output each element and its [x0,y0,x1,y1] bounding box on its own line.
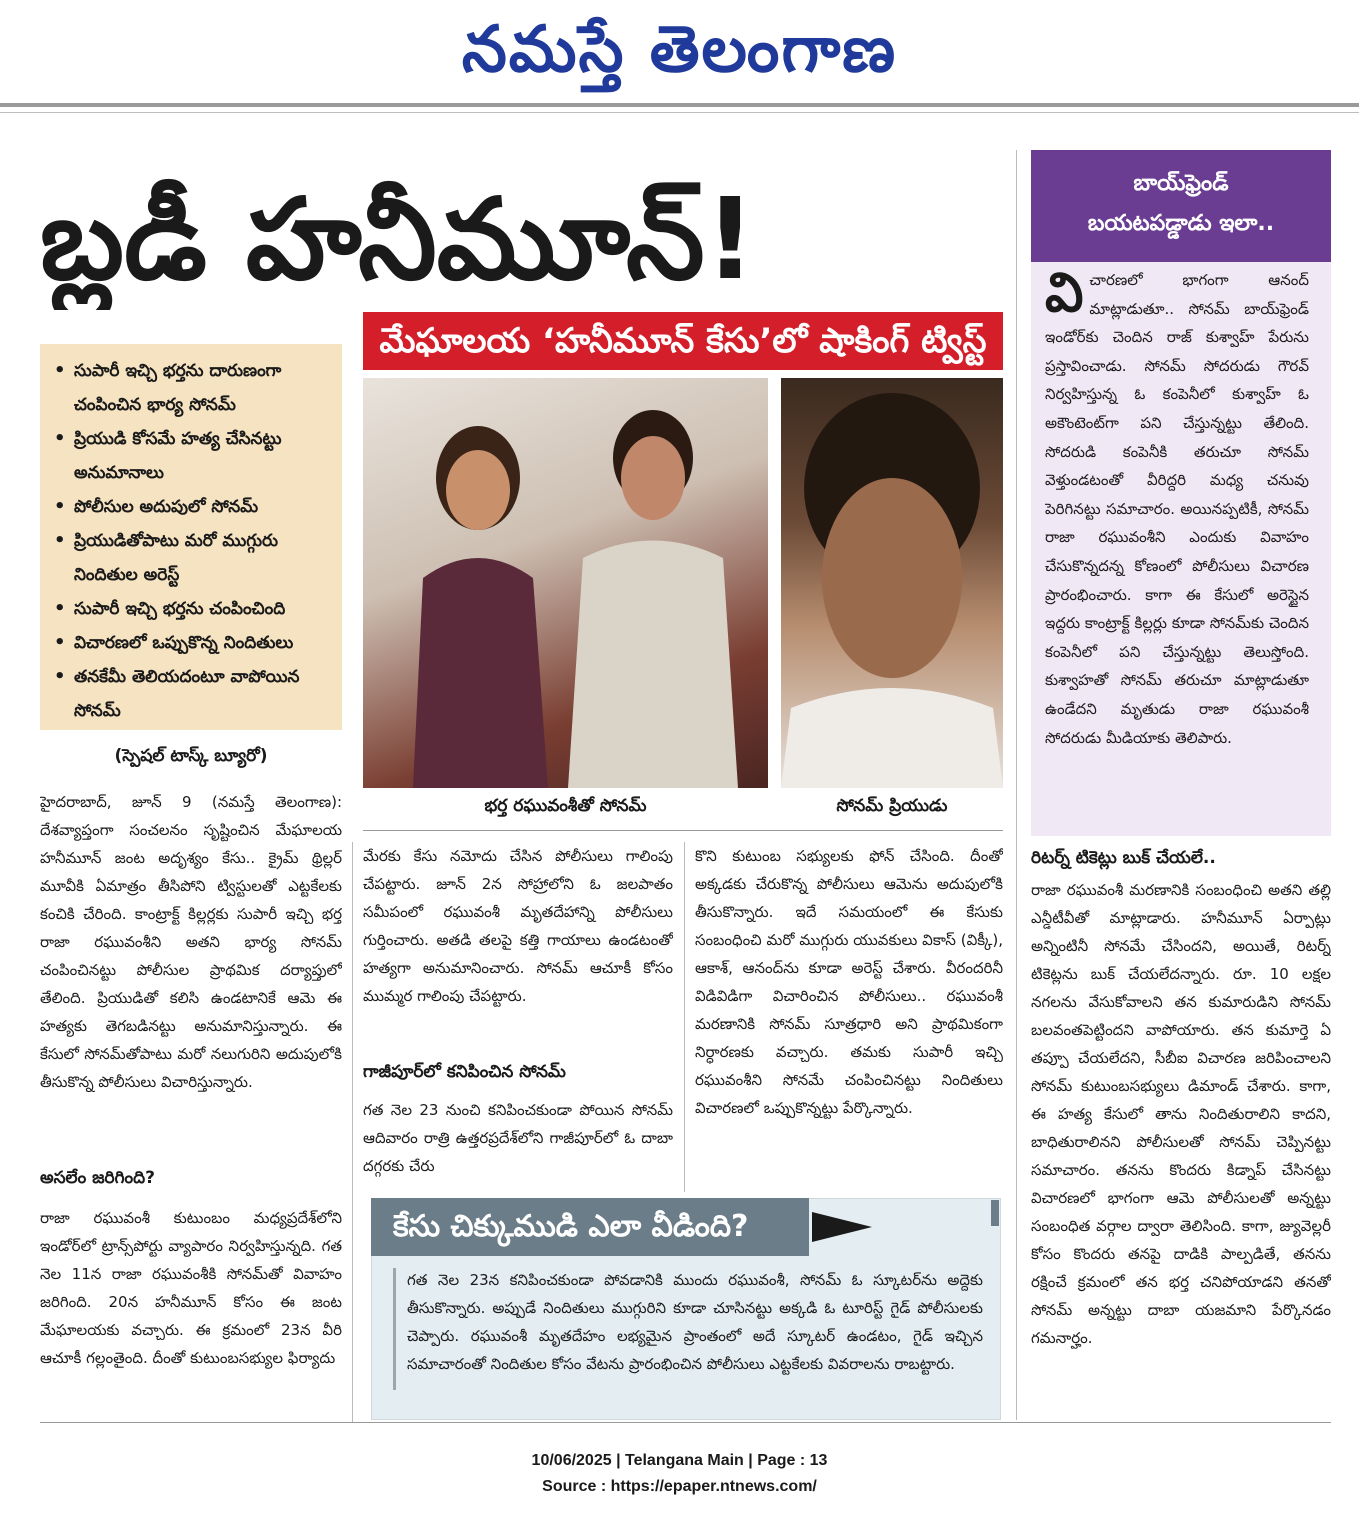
bullet-icon: • [54,496,66,517]
photo-caption-couple: భర్త రఘువంశీతో సోనమ్ [484,796,647,816]
sidebar-box-title: బాయ్‌ఫ్రెండ్ బయటపడ్డాడు ఇలా.. [1031,150,1331,262]
highlight-item: • సుపారీ ఇచ్చి భర్తను చంపించింది [54,592,332,626]
photo-caption-boyfriend: సోనమ్ ప్రియుడు [836,796,948,816]
bullet-icon: • [54,632,66,653]
masthead [0,0,1359,100]
page-bottom-rule [40,1422,1331,1423]
section-heading-return-tickets: రిటర్న్ టికెట్లు బుక్ చేయలే.. [1031,848,1216,868]
article-what-happened: రాజా రఘువంశీ కుటుంబం మధ్యప్రదేశ్‌లోని ఇండోర్‌లో ట్రాన్స్‌పోర్టు వ్యాపారం నిర్వహిస్తున్నది. గత నెల 11న రాజా రఘువంశీకి సోనమ్‌తో వివాహం జరిగింది. 20న హనీమూన్ కోసం ఈ జంట మేఘాలయకు వచ్చారు. ఈ క్రమంలో 23న వీరి ఆచూకీ గల్లంతైంది. దీంతో కుటుంబసభ్యుల ఫిర్యాదు [40,1209,342,1367]
subheadline-banner: మేఘాలయ ‘హనీమూన్ కేసు’లో షాకింగ్ ట్విస్ట్ [363,312,1003,370]
section-heading-what-happened: అసలేం జరిగింది? [40,1168,156,1188]
bullet-icon: • [54,598,66,619]
article-intro: హైదరాబాద్, జూన్ 9 (నమస్తే తెలంగాణ): దేశవ్యాప్తంగా సంచలనం సృష్టించిన మేఘాలయ హనీమూన్ జంట అదృశ్యం కేసు.. క్రైమ్ థ్రిల్లర్ మూవీకి ఏమాత్రం తీసిపోని ట్విస్టులతో ఎట్టకేలకు కంచికి చేరింది. కాంట్రాక్ట్ కిల్లర్లకు సుపారీ ఇచ్చి భర్త రాజా రఘువంశీని అతని భార్య సోనమ్ చంపించినట్టు పోలీసుల ప్రాథమిక దర్యాప్తులో తేలింది. ప్రియుడితో కలిసి ఉండటానికే ఆమె ఈ హత్యకు తెగబడినట్టు అనుమానిస్తున్నారు. ఈ కేసులో సోనమ్‌తోపాటు మరో నలుగురిని అదుపులోకి తీసుకొన్న పోలీసులు విచారిస్తున్నారు. [40,793,342,1091]
column-divider [684,842,685,1192]
highlight-item: • ప్రియుడి కోసమే హత్య చేసినట్టు అనుమానాలు [54,422,332,490]
highlight-item: • పోలీసుల అదుపులో సోనమ్ [54,490,332,524]
headline: బ్లడీ హనీమూన్! [40,175,756,305]
highlight-item: • ప్రియుడితోపాటు మరో ముగ్గురు నిందితుల అరెస్ట్ [54,524,332,592]
photo-couple [363,378,768,788]
arrow-right-icon [812,1212,872,1242]
masthead-rule [0,103,1359,107]
article-ghazipur: గత నెల 23 నుంచి కనిపించకుండా పోయిన సోనమ్ ఆదివారం రాత్రి ఉత్తరప్రదేశ్‌లోని గాజీపూర్‌లో ఓ దాబా దగ్గరకు చేరు [363,1101,673,1175]
page-footer [0,1448,1359,1500]
bullet-icon: • [54,530,66,551]
section-heading-ghazipur: గాజీపూర్‌లో కనిపించిన సోనమ్ [363,1062,566,1082]
highlights-box [40,344,342,730]
column-divider [1016,150,1017,1420]
article-col3: కొని కుటుంబ సభ్యులకు ఫోన్ చేసింది. దీంతో అక్కడకు చేరుకొన్న పోలీసులు ఆమెను అదుపులోకి తీసుకొన్నారు. ఇదే సమయంలో ఈ కేసుకు సంబంధించి మరో ముగ్గురు యువకులు వికాస్ (విక్కీ), ఆకాశ్, ఆనంద్‌ను కూడా అరెస్ట్ చేశారు. వీరందరినీ విడివిడిగా విచారించిన పోలీసులు.. రఘువంశీ మరణానికి సోనమ్ సూత్రధారి అని ప్రాథమికంగా నిర్ధారణకు వచ్చారు. తమకు సుపారీ ఇచ్చి రఘువంశీని సోనమే చంపించినట్టు నిందితులు విచారణలో ఒప్పుకొన్నట్టు పేర్కొన్నారు. [695,847,1003,1117]
footer-source: Source : https://epaper.ntnews.com/ [542,1478,817,1495]
drop-cap: వి [1045,266,1084,324]
highlight-item: • తనకేమీ తెలియదంటూ వాపోయిన సోనమ్ [54,660,332,728]
column-divider [352,842,353,1422]
boxed-story-accent [991,1200,999,1226]
bullet-icon: • [54,428,66,449]
boxed-story-body: గత నెల 23న కనిపించకుండా పోవడానికి ముందు రఘువంశీ, సోనమ్ ఓ స్కూటర్‌ను అద్దెకు తీసుకొన్నారు. అప్పుడే నిందితులు ముగ్గురిని కూడా చూసినట్టు అక్కడి ఓ టూరిస్ట్ గైడ్ పోలీసులకు చెప్పారు. రఘువంశీ మృతదేహం లభ్యమైన ప్రాంతంలో అదే స్కూటర్ ఉండటం, గైడ్ ఇచ్చిన సమాచారంతో నిందితుల కోసం వేటను ప్రారంభించిన పోలీసులు ఎట్టకేలకు వివరాలను రాబట్టారు. [407,1271,983,1373]
byline: (స్పెషల్ టాస్క్ బ్యూరో) [114,746,268,766]
highlight-item: • విచారణలో ఒప్పుకొన్న నిందితులు [54,626,332,660]
man-figure-icon [563,388,743,788]
highlight-item: • సుపారీ ఇచ్చి భర్తను దారుణంగా చంపించిన భార్య సోనమ్ [54,354,332,422]
article-return-tickets: రాజా రఘువంశీ మరణానికి సంబంధించి అతని తల్లి ఎన్డీటీవీతో మాట్లాడారు. హనీమూన్ ఏర్పాట్లు అన్నింటినీ సోనమే చేసిందని, అయితే, రిటర్న్ టికెట్లను బుక్ చేయలేదన్నారు. రూ. 10 లక్షల నగలను వేసుకోవాలని తన కుమారుడిని సోనమ్ బలవంతపెట్టిందని వాపోయారు. తన కుమార్తె ఏ తప్పూ చేయలేదని, సీబీఐ విచారణ జరిపించాలని సోనమ్ కుటుంబసభ్యులు డిమాండ్ చేశారు. కాగా, ఈ హత్య కేసులో తాను నిందితురాలిని కాదని, బాధితురాలినని పోలీసులతో సోనమ్ చెప్పినట్టు సమాచారం. తనను కొందరు కిడ్నాప్ చేసినట్టు విచారణలో భాగంగా ఆమె పోలీసులతో అన్నట్టు సంబంధిత వర్గాల ద్వారా తెలిసింది. కాగా, జ్యువెల్లరీ కోసం కొందరు తనపై దాడికి పాల్పడితే, తనను రక్షించే క్రమంలో తన భర్త చనిపోయాడని తనతో సోనమ్ అన్నట్టు దాబా యజమాని పేర్కొనడం గమనార్హం. [1031,881,1331,1347]
woman-figure-icon [403,408,553,788]
masthead-rule-thin [0,112,1359,113]
sidebar-box-body: విచారణలో భాగంగా ఆనంద్ మాట్లాడుతూ.. సోనమ్ బాయ్‌ఫ్రెండ్ ఇండోర్‌కు చెందిన రాజ్ కుశ్వాహ్ పేరును ప్రస్తావించాడు. సోనమ్ సోదరుడు గౌరవ్ నిర్వహిస్తున్న ఓ కంపెనీలో కుశ్వాహ్ ఓ అకౌంటెంట్‌గా పని చేస్తున్నట్టు తేలింది. సోదరుడి కంపెనీకి తరుచూ సోనమ్ వెళ్తుండటంతో వీరిద్దరి మధ్య చనువు పెరిగినట్టు సమాచారం. అయినప్పటికీ, సోనమ్ రాజా రఘువంశీని ఎందుకు వివాహం చేసుకొన్నదన్న కోణంలో పోలీసులు విచారణ ప్రారంభించారు. కాగా ఈ కేసులో అరెస్టైన ఇద్దరు కాంట్రాక్ట్ కిల్లర్లు కూడా సోనమ్‌కు చెందిన కంపెనీలో పని చేస్తున్నట్టు తెలుస్తోంది. కుశ్వాహతో సోనమ్ తరుచూ మాట్లాడుతూ ఉండేదని మృతుడు రాజా రఘువంశీ సోదరుడు మీడియాకు తెలిపారు. [1045,266,1309,747]
newspaper-logo: నమస్తే తెలంగాణ [461,13,898,87]
footer-date-edition: 10/06/2025 | Telangana Main | Page : 13 [531,1452,828,1469]
article-col2: మేరకు కేసు నమోదు చేసిన పోలీసులు గాలింపు చేపట్టారు. జూన్ 2న సోహ్రాలోని ఓ జలపాతం సమీపంలో రఘువంశీ మృతదేహాన్ని పోలీసులు గుర్తించారు. అతడి తలపై కత్తి గాయాలు ఉండటంతో హత్యగా అనుమానించారు. సోనమ్ ఆచూకీ కోసం ముమ్మర గాలింపు చేపట్టారు. [363,847,673,1005]
photo-boyfriend [781,378,1003,788]
man-portrait-icon [781,378,1003,788]
bullet-icon: • [54,666,66,687]
boxed-story-title: కేసు చిక్కుముడి ఎలా వీడింది? [371,1198,809,1256]
caption-divider [363,830,1003,831]
bullet-icon: • [54,360,66,381]
